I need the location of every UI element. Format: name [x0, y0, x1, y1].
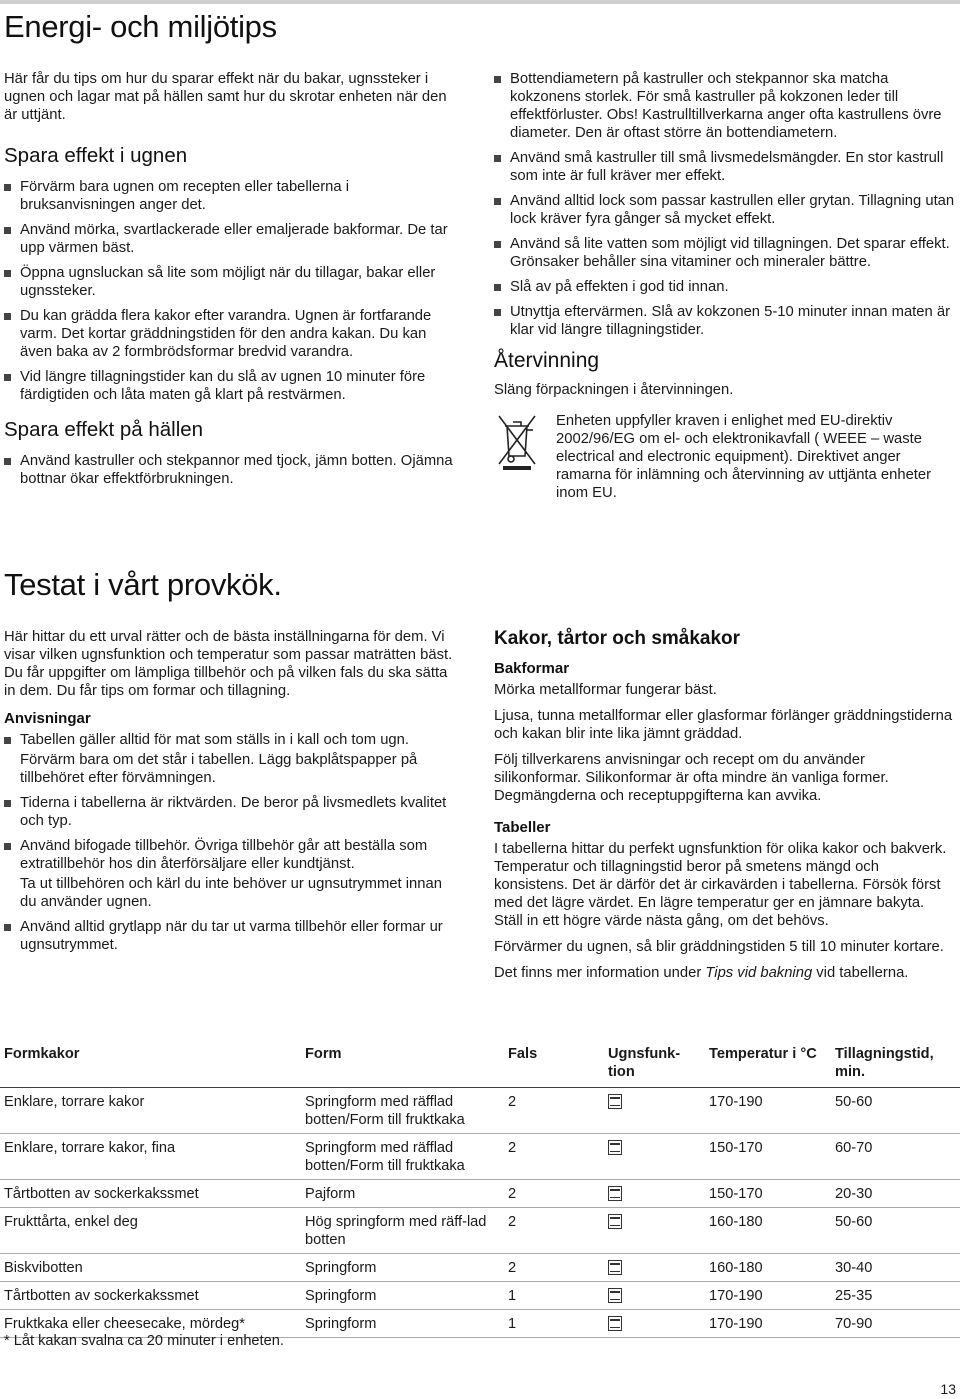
table-row — [0, 1088, 960, 1134]
hob-tip-item: Använd kastruller och stekpannor med tjock, jämn botten. Ojämna bottnar ökar effektförbrukningen. — [4, 452, 459, 488]
cell-function — [604, 1088, 705, 1134]
cooking-tip-item: Utnyttja eftervärmen. Slå av kokzonen 5-10 minuter innan maten är klar vid längre tillagningstider. — [494, 303, 956, 339]
top-bottom-heat-icon — [608, 1094, 622, 1109]
left-column-test — [4, 628, 459, 961]
top-bottom-heat-icon — [608, 1186, 622, 1201]
right-column-energy — [494, 70, 956, 399]
cell-name: Biskvibotten — [0, 1254, 301, 1282]
note-item — [4, 918, 459, 954]
bakformar-p1: Mörka metallformar fungerar bäst. — [494, 682, 717, 698]
col-header-form: Form — [301, 1041, 504, 1088]
tabeller-p3-post: vid tabellerna. — [812, 965, 909, 981]
table-body — [0, 1088, 960, 1338]
top-bottom-heat-icon — [608, 1316, 622, 1331]
cell-temperature: 150-170 — [705, 1134, 831, 1180]
cell-fals: 2 — [504, 1088, 604, 1134]
oven-tip-item: Vid längre tillagningstider kan du slå av ugnen 10 minuter före färdigtiden och låta maten gå klart på restvärmen. — [4, 368, 459, 404]
note-item — [4, 794, 459, 830]
cell-name: Fruktkaka eller cheesecake, mördeg* — [0, 1310, 301, 1338]
table-row — [0, 1134, 960, 1180]
top-bottom-heat-icon — [608, 1140, 622, 1155]
page-title-test-kitchen: Testat i vårt provkök. — [4, 567, 282, 602]
note-text: Tabellen gäller alltid för mat som ställs in i kall och tom ugn. — [20, 732, 410, 748]
table-row — [0, 1180, 960, 1208]
col-header-formkakor: Formkakor — [0, 1041, 301, 1088]
cell-form: Springform — [301, 1282, 504, 1310]
cell-name: Frukttårta, enkel deg — [0, 1208, 301, 1254]
note-text: Använd alltid grytlapp när du tar ut varma tillbehör eller formar ur ugnsutrymmet. — [20, 919, 443, 953]
cell-function — [604, 1310, 705, 1338]
table-row — [0, 1254, 960, 1282]
tabeller-p1: I tabellerna hittar du perfekt ugnsfunktion för olika kakor och bakverk. Temperatur och tillagningstid beror på smetens mängd och konsistens. Det är därför det är cirkavärden i tabellerna. Försök först med det lägre värdet. En lägre temperatur ger en jämnare bakyta. Ställ in ett högre värde nästa gång, om det behövs. — [494, 841, 947, 929]
col-header-temperatur: Temperatur i °C — [705, 1041, 831, 1088]
cell-time: 50-60 — [831, 1088, 960, 1134]
cooking-tip-item: Slå av på effekten i god tid innan. — [494, 278, 956, 296]
tabeller-p2: Förvärmer du ugnen, så blir gräddningstiden 5 till 10 minuter kortare. — [494, 939, 944, 955]
baking-table — [0, 1041, 960, 1338]
cell-fals: 2 — [504, 1180, 604, 1208]
cell-time: 25-35 — [831, 1282, 960, 1310]
cell-fals: 1 — [504, 1282, 604, 1310]
bakformar-p3: Följ tillverkarens anvisningar och recept om du använder silikonformar. Silikonformar är ofta mindre än vanliga former. Degmängderna och receptuppgifterna kan avvika. — [494, 752, 889, 804]
top-bottom-heat-icon — [608, 1260, 622, 1275]
note-item — [4, 731, 459, 787]
cell-temperature: 160-180 — [705, 1254, 831, 1282]
page-number: 13 — [940, 1381, 956, 1397]
cell-form: Springform med räfflad botten/Form till fruktkaka — [301, 1088, 504, 1134]
cell-temperature: 170-190 — [705, 1088, 831, 1134]
cell-name: Enklare, torrare kakor, fina — [0, 1134, 301, 1180]
cell-time: 20-30 — [831, 1180, 960, 1208]
crossed-out-wheelie-bin-icon — [493, 412, 541, 472]
cell-name: Enklare, torrare kakor — [0, 1088, 301, 1134]
cell-fals: 2 — [504, 1208, 604, 1254]
oven-tip-item: Förvärm bara ugnen om recepten eller tabellerna i bruksanvisningen anger det. — [4, 178, 459, 214]
cell-form: Springform med räfflad botten/Form till fruktkaka — [301, 1134, 504, 1180]
note-continuation: Förvärm bara om det står i tabellen. Lägg bakplåtspapper på tillbehöret efter förvämningen. — [20, 752, 418, 786]
cell-fals: 2 — [504, 1254, 604, 1282]
cell-time: 50-60 — [831, 1208, 960, 1254]
table-footnote: * Låt kakan svalna ca 20 minuter i enheten. — [4, 1333, 284, 1349]
cell-temperature: 160-180 — [705, 1208, 831, 1254]
cakes-heading: Kakor, tårtor och småkakor — [494, 628, 741, 649]
weee-text: Enheten uppfyller kraven i enlighet med EU-direktiv 2002/96/EG om el- och elektronikavfall ( WEEE – waste electrical and electronic equipment). Direktivet anger ramarna för inlämning och återvinning av uttjänta enheter inom EU. — [556, 413, 932, 501]
note-text: Använd bifogade tillbehör. Övriga tillbehör går att beställa som extratillbehör hos din återförsäljare eller kundtjänst. — [20, 838, 428, 872]
cell-fals: 2 — [504, 1134, 604, 1180]
cooking-tip-item: Bottendiametern på kastruller och stekpannor ska matcha kokzonens storlek. För små kastruller på kokzonen leder till effektförluster. Obs! Kastrulltillverkarna anger ofta kastrullens övre diameter. Den är oftast större än bottendiametern. — [494, 70, 956, 142]
recycling-text: Släng förpackningen i återvinningen. — [494, 382, 734, 398]
top-bottom-heat-icon — [608, 1288, 622, 1303]
cell-fals: 1 — [504, 1310, 604, 1338]
col-header-fals: Fals — [504, 1041, 604, 1088]
tabeller-p3-pre: Det finns mer information under — [494, 965, 706, 981]
cell-form: Hög springform med räff-lad botten — [301, 1208, 504, 1254]
table-row — [0, 1282, 960, 1310]
cell-temperature: 170-190 — [705, 1310, 831, 1338]
cell-form: Pajform — [301, 1180, 504, 1208]
table-header-row — [0, 1041, 960, 1088]
top-rule — [0, 0, 960, 4]
tips-vid-bakning-link[interactable]: Tips vid bakning — [705, 965, 813, 981]
page-title-energy: Energi- och miljötips — [4, 9, 277, 44]
cooking-tip-item: Använd så lite vatten som möjligt vid tillagningen. Det sparar effekt. Grönsaker behåller sina vitaminer och mineraler bättre. — [494, 235, 956, 271]
energy-intro: Här får du tips om hur du sparar effekt när du bakar, ugnssteker i ugnen och lagar mat på hällen samt hur du skrotar enheten när den är uttjänt. — [4, 71, 447, 123]
cell-name: Tårtbotten av sockerkakssmet — [0, 1180, 301, 1208]
cell-temperature: 150-170 — [705, 1180, 831, 1208]
cell-function — [604, 1208, 705, 1254]
top-bottom-heat-icon — [608, 1214, 622, 1229]
bakformar-p2: Ljusa, tunna metallformar eller glasformar förlänger gräddningstiderna och kakan blir inte lika jämnt gräddad. — [494, 708, 953, 742]
oven-tips-list — [4, 178, 459, 404]
left-column-energy — [4, 70, 459, 495]
notes-heading: Anvisningar — [4, 710, 91, 727]
tabeller-heading: Tabeller — [494, 819, 551, 836]
hob-heading: Spara effekt på hällen — [4, 418, 204, 441]
cooking-tip-item: Använd alltid lock som passar kastrullen eller grytan. Tillagning utan lock kräver fyra gånger så mycket effekt. — [494, 192, 956, 228]
oven-tip-item: Öppna ugnsluckan så lite som möjligt när du tillagar, bakar eller ugnssteker. — [4, 264, 459, 300]
note-text: Tiderna i tabellerna är riktvärden. De beror på livsmedlets kvalitet och typ. — [20, 795, 447, 829]
note-continuation: Ta ut tillbehören och kärl du inte behöver ur ugnsutrymmet innan du använder ugnen. — [20, 876, 442, 910]
cell-form: Springform — [301, 1254, 504, 1282]
recycling-heading: Återvinning — [494, 349, 600, 372]
cell-function — [604, 1254, 705, 1282]
cell-time: 30-40 — [831, 1254, 960, 1282]
oven-tip-item: Du kan grädda flera kakor efter varandra. Ugnen är fortfarande varm. Det kortar gräddningstiden för den andra kakan. Du kan även baka av 2 formbrödsformar bredvid varandra. — [4, 307, 459, 361]
oven-heading: Spara effekt i ugnen — [4, 144, 188, 167]
note-item — [4, 837, 459, 911]
bakformar-heading: Bakformar — [494, 660, 570, 677]
cell-form: Springform — [301, 1310, 504, 1338]
test-intro: Här hittar du ett urval rätter och de bästa inställningarna för dem. Vi visar vilken ugnsfunktion och temperatur som passar maträtten bäst. Du får uppgifter om lämpliga tillbehör och på vilken fals du ska sätta in dem. Du får tips om formar och tillagning. — [4, 629, 453, 699]
cell-function — [604, 1134, 705, 1180]
notes-list — [4, 731, 459, 954]
table-row — [0, 1208, 960, 1254]
cell-function — [604, 1282, 705, 1310]
cell-temperature: 170-190 — [705, 1282, 831, 1310]
hob-tips-list — [4, 452, 459, 488]
col-header-tillagningstid: Tillagningstid, min. — [831, 1041, 960, 1088]
cell-function — [604, 1180, 705, 1208]
col-header-ugnsfunktion: Ugnsfunk-tion — [604, 1041, 705, 1088]
tabeller-p3 — [494, 964, 956, 982]
cell-name: Tårtbotten av sockerkakssmet — [0, 1282, 301, 1310]
oven-tip-item: Använd mörka, svartlackerade eller emaljerade bakformar. De tar upp värmen bäst. — [4, 221, 459, 257]
cell-time: 60-70 — [831, 1134, 960, 1180]
cell-time: 70-90 — [831, 1310, 960, 1338]
right-column-test — [494, 628, 956, 982]
cooking-tips-list — [494, 70, 956, 339]
cooking-tip-item: Använd små kastruller till små livsmedelsmängder. En stor kastrull som inte är full kräver mer effekt. — [494, 149, 956, 185]
